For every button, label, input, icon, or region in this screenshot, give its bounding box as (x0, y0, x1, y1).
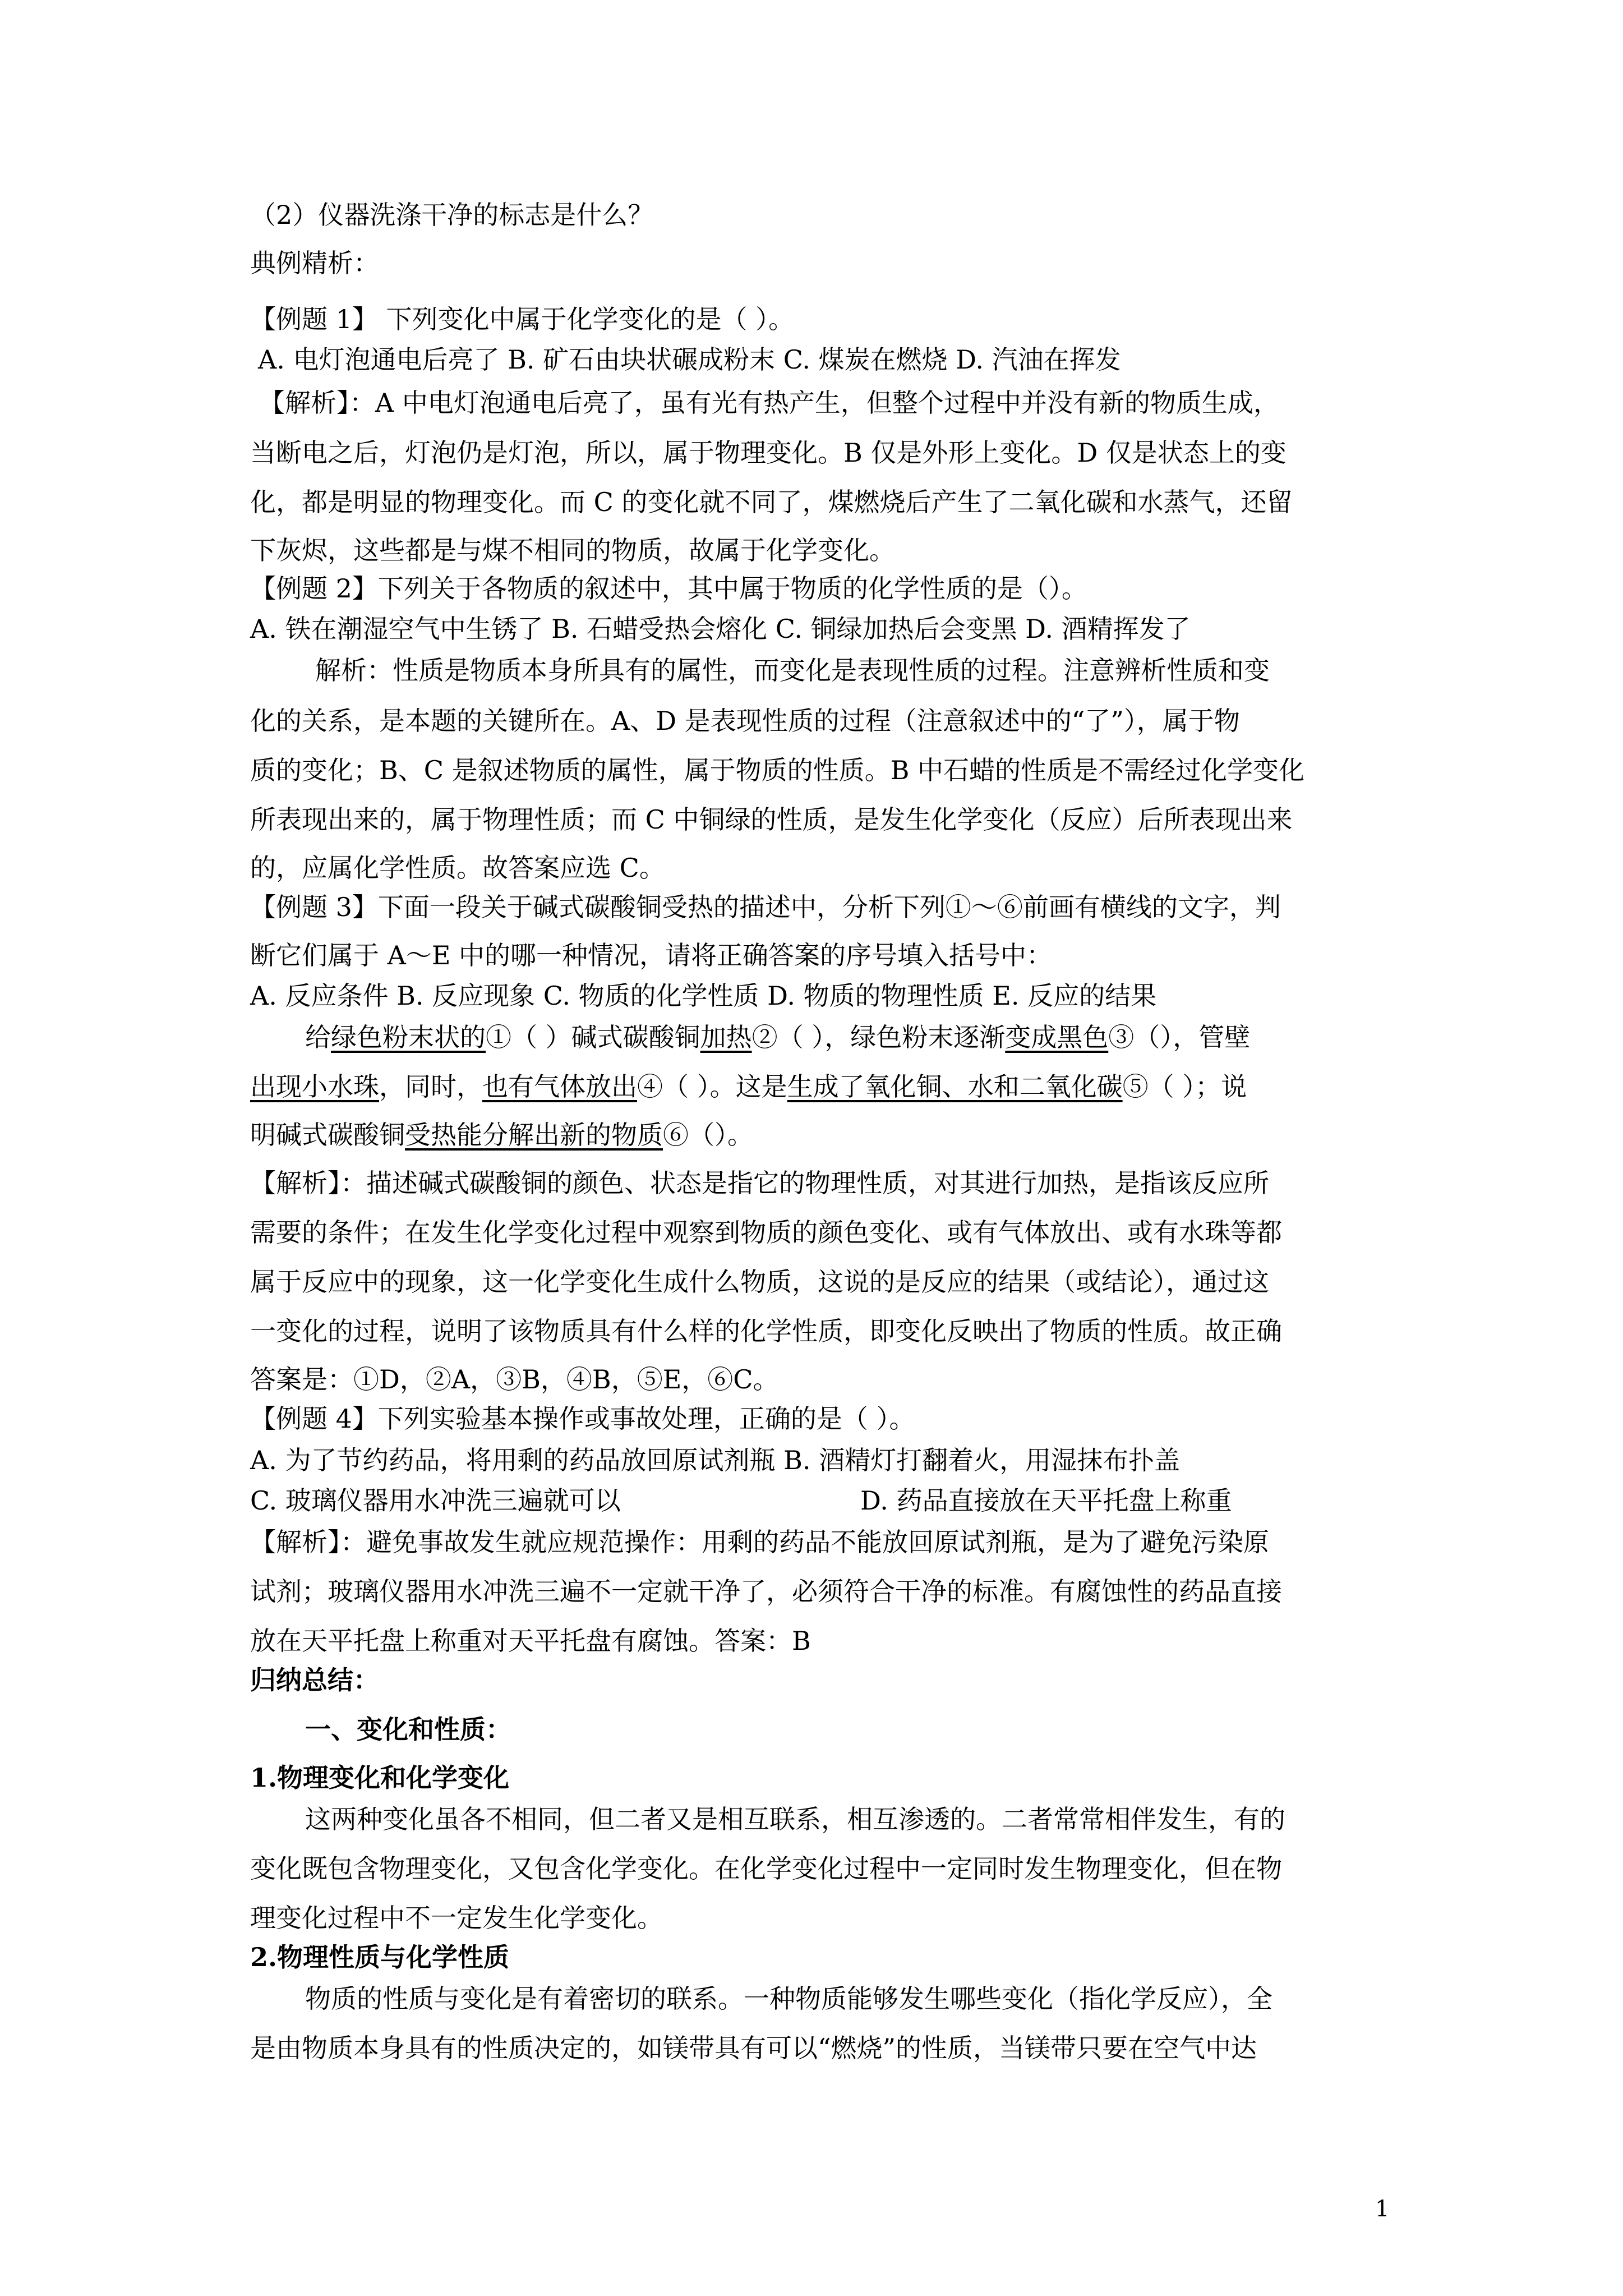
analysis-line: 下灰烬，这些都是与煤不相同的物质，故属于化学变化。 (250, 535, 895, 565)
example-2-stem: 【例题 2】下列关于各物质的叙述中，其中属于物质的化学性质的是（）。 (250, 573, 1087, 604)
example-1-options: A. 电灯泡通电后亮了 B. 矿石由块状碾成粉末 C. 煤炭在燃烧 D. 汽油在挥发 (258, 344, 1121, 375)
analysis-line: 化的关系，是本题的关键所在。A、D 是表现性质的过程（注意叙述中的“了”），属于物 (250, 706, 1240, 736)
analysis-line: 试剂；玻璃仪器用水冲洗三遍不一定就干净了，必须符合干净的标准。有腐蚀性的药品直接 (250, 1576, 1282, 1607)
analysis-line: 一变化的过程，说明了该物质具有什么样的化学性质，即变化反映出了物质的性质。故正确 (250, 1316, 1282, 1346)
analysis-line: 化，都是明显的物理变化。而 C 的变化就不同了，煤燃烧后产生了二氧化碳和水蒸气，还留 (250, 487, 1293, 517)
summary-paragraph-line: 是由物质本身具有的性质决定的，如镁带具有可以“燃烧”的性质，当镁带只要在空气中达 (250, 2033, 1257, 2063)
example-4-stem: 【例题 4】下列实验基本操作或事故处理，正确的是（ ）。 (250, 1404, 915, 1434)
text: 放在天平托盘上称重对天平托盘有腐蚀。 (250, 1626, 714, 1656)
analysis-line: 解析：性质是物质本身所具有的属性，而变化是表现性质的过程。注意辨析性质和变 (315, 655, 1270, 685)
example-3-passage-line (250, 1062, 1394, 1111)
example-4-option-c: C. 玻璃仪器用水冲洗三遍就可以 (250, 1485, 621, 1516)
underlined-text: 受热能分解出新的物质 (405, 1120, 663, 1150)
example-3-stem: 断它们属于 A～E 中的哪一种情况，请将正确答案的序号填入括号中： (250, 940, 1053, 970)
underlined-text: 加热 (700, 1022, 752, 1052)
example-2-options: A. 铁在潮湿空气中生锈了 B. 石蜡受热会熔化 C. 铜绿加热后会变黑 D. 酒精挥发了 (250, 614, 1191, 644)
summary-paragraph-line: 这两种变化虽各不相同，但二者又是相互联系，相互渗透的。二者常常相伴发生，有的 (305, 1804, 1285, 1834)
example-1-stem: 【例题 1】 下列变化中属于化学变化的是（ ）。 (250, 304, 795, 334)
analysis-line: 所表现出来的，属于物理性质；而 C 中铜绿的性质，是发生化学变化（反应）后所表现出来 (250, 804, 1293, 835)
text: ⑥（）。 (663, 1120, 753, 1150)
analysis-line: 【解析】：A 中电灯泡通电后亮了，虽有光有热产生，但整个过程中并没有新的物质生成， (259, 388, 1279, 418)
analysis-line: 需要的条件；在发生化学变化过程中观察到物质的颜色变化、或有气体放出、或有水珠等都 (250, 1217, 1282, 1248)
underlined-text: 也有气体放出 (482, 1071, 637, 1102)
example-3-passage-line (305, 1013, 1449, 1061)
underlined-text: 变成黑色 (1005, 1022, 1109, 1052)
analysis-line: 答案是：①D，②A，③B，④B，⑤E，⑥C。 (250, 1364, 779, 1395)
analysis-line: 【解析】：避免事故发生就应规范操作：用剩的药品不能放回原试剂瓶，是为了避免污染原 (250, 1527, 1269, 1557)
example-3-passage-line (250, 1111, 1394, 1159)
analysis-line: 【解析】：描述碱式碳酸铜的颜色、状态是指它的物理性质，对其进行加热，是指该反应所 (250, 1168, 1269, 1198)
underlined-text: 出现小水珠 (250, 1071, 379, 1102)
underlined-text: 生成了氧化铜、水和二氧化碳 (787, 1071, 1123, 1102)
text: 明碱式碳酸铜 (250, 1120, 405, 1150)
summary-subheading: 一、变化和性质： (305, 1714, 511, 1745)
example-3-stem: 【例题 3】下面一段关于碱式碳酸铜受热的描述中，分析下列①～⑥前画有横线的文字，判 (250, 892, 1281, 922)
text: ④（ ）。这是 (637, 1071, 787, 1102)
text: 给 (305, 1022, 331, 1052)
analysis-line: 质的变化；B、C 是叙述物质的属性，属于物质的性质。B 中石蜡的性质是不需经过化学变化 (250, 755, 1305, 785)
example-3-options: A. 反应条件 B. 反应现象 C. 物质的化学性质 D. 物质的物理性质 E. 反应的结果 (250, 981, 1157, 1011)
question-2: （2）仪器洗涤干净的标志是什么？ (250, 200, 654, 230)
text: ②（ ），绿色粉末逐渐 (751, 1022, 1006, 1052)
section-heading: 典例精析： (250, 248, 379, 278)
text: ⑤（ ）；说 (1122, 1071, 1247, 1102)
summary-heading: 归纳总结： (250, 1665, 379, 1695)
page-number: 1 (1375, 2196, 1390, 2222)
text: ，同时， (379, 1071, 482, 1102)
summary-heading-1: 1.物理变化和化学变化 (250, 1763, 510, 1793)
analysis-line: 当断电之后，灯泡仍是灯泡，所以，属于物理变化。B 仅是外形上变化。D 仅是状态上的变 (250, 438, 1287, 468)
summary-paragraph-line: 变化既包含物理变化，又包含化学变化。在化学变化过程中一定同时发生物理变化，但在物 (250, 1853, 1282, 1884)
underlined-text: 绿色粉末状的 (331, 1022, 486, 1052)
analysis-line: 属于反应中的现象，这一化学变化生成什么物质，这说的是反应的结果（或结论），通过这 (250, 1267, 1269, 1297)
text: ①（ ）碱式碳酸铜 (486, 1022, 700, 1052)
analysis-line: 的，应属化学性质。故答案应选 C。 (250, 853, 665, 883)
text: ③（），管壁 (1108, 1022, 1251, 1052)
summary-heading-2: 2.物理性质与化学性质 (250, 1942, 510, 1972)
summary-paragraph-line: 物质的性质与变化是有着密切的联系。一种物质能够发生哪些变化（指化学反应），全 (305, 1984, 1272, 2014)
example-4-option-d: D. 药品直接放在天平托盘上称重 (860, 1485, 1232, 1516)
answer-text: 答案：B (714, 1626, 811, 1656)
example-4-options: A. 为了节约药品，将用剩的药品放回原试剂瓶 B. 酒精灯打翻着火，用湿抹布扑盖 (250, 1445, 1181, 1475)
summary-paragraph-line: 理变化过程中不一定发生化学变化。 (250, 1903, 663, 1933)
